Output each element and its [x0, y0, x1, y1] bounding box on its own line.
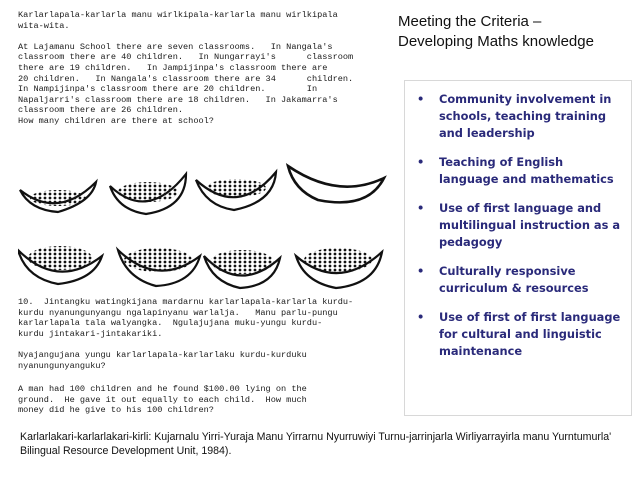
coolamon-7-icon — [204, 250, 280, 288]
coolamon-2-icon — [110, 174, 186, 214]
worksheet-intro-text: Karlarlapala-karlarla manu wirlkipala-karlarla manu wirlkipala wita-wita. At Lajamanu School there are seven classrooms. In Nangala's classroom there are 40 children. In Nungarrayi's classroom there are 19 children. In Jampijinpa's classroom there are 20 children. In Nangala's classroom there are 34 children. In Nampijinpa's classroom there are 20 children. In Napaljarri's classroom there are 18 children. In Jakamarra's classroom there are 26 children. How many children are there at school? — [18, 10, 354, 126]
bullet-icon: • — [417, 201, 425, 215]
coolamon-1-icon — [20, 182, 96, 212]
criteria-item: • Use of first language and multilingual instruction as a pedagogy — [417, 201, 621, 249]
worksheet-image — [18, 10, 390, 420]
bullet-icon: • — [417, 264, 425, 278]
worksheet-question-10-text: 10. Jintangku watingkijana mardarnu karlarlapala-karlarla kurdu- kurdu nyanungunyangu ngalapinyanu warlalja. Manu parlu-pungu karlarlapala tala walyangka. Ngulajujana muku-yungu kurdu- kurdu jintakari-jintakariki. — [18, 297, 354, 339]
source-caption: Karlarlakari-karlarlakari-kirli: Kujarnalu Yirri-Yuraja Manu Yirrarnu Nyurruwiyi Turnu-jarrinjarla Wirliyarrayirla manu Yurntumurla' Bilingual Resource Development Unit, 1984). — [20, 431, 612, 457]
criteria-box — [404, 80, 632, 416]
worksheet-question-english-text: A man had 100 children and he found $100.00 lying on the ground. He gave it out equally to each child. How much money did he give to his 100 children? — [18, 384, 307, 416]
worksheet-question-warlpiri-text: Nyajangujana yungu karlarlapala-karlarlaku kurdu-kurduku nyanungunyanguku? — [18, 350, 307, 371]
criteria-list — [405, 81, 631, 360]
criteria-item: • Use of first of first language for cultural and linguistic maintenance — [417, 310, 621, 358]
coolamon-4-icon — [288, 166, 384, 202]
coolamon-8-icon — [296, 248, 382, 288]
coolamon-5-icon — [18, 246, 102, 284]
criteria-item: • Community involvement in schools, teaching training and leadership — [417, 92, 612, 140]
criteria-item: • Teaching of English language and mathematics — [417, 155, 614, 186]
bullet-icon: • — [417, 92, 425, 106]
coolamon-3-icon — [196, 172, 276, 210]
bullet-icon: • — [417, 310, 425, 324]
criteria-item: • Culturally responsive curriculum & resources — [417, 264, 589, 295]
slide-title: Meeting the Criteria – Developing Maths knowledge — [398, 13, 594, 50]
coolamon-6-icon — [118, 248, 200, 286]
coolamon-illustrations — [18, 160, 390, 295]
bullet-icon: • — [417, 155, 425, 169]
